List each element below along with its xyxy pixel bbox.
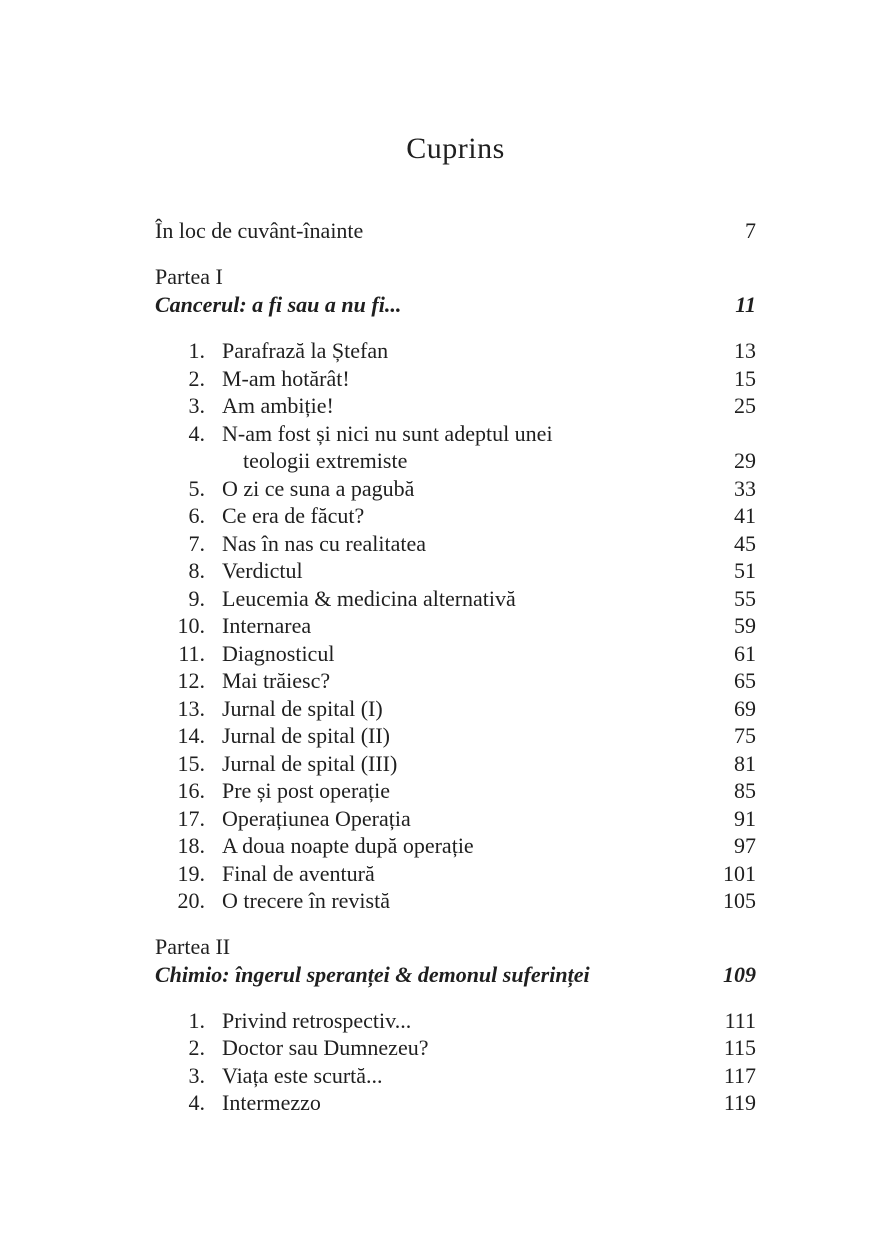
chapter-page-number: 117 bbox=[723, 1062, 756, 1088]
chapter-title: N-am fost și nici nu sunt adeptul unei teologii extremiste bbox=[222, 420, 553, 473]
chapter-page-number: 111 bbox=[724, 1007, 756, 1033]
chapter-page-number: 55 bbox=[734, 585, 756, 611]
chapter-title: Diagnosticul bbox=[222, 640, 335, 666]
chapter-title: O trecere în revistă bbox=[222, 888, 390, 913]
chapter-number: 13. bbox=[177, 695, 205, 721]
chapter-title: Final de aventură bbox=[222, 860, 375, 886]
chapter-number: 19. bbox=[177, 860, 205, 886]
chapter-page-number: 65 bbox=[734, 668, 756, 693]
chapter-number: 5. bbox=[188, 475, 205, 501]
chapter-entry bbox=[155, 1089, 756, 1117]
chapter-page-number: 97 bbox=[734, 833, 756, 858]
front-matter-title: În loc de cuvânt-înainte bbox=[155, 218, 364, 243]
chapter-number: 8. bbox=[188, 558, 205, 583]
chapter-number: 16. bbox=[177, 778, 205, 803]
chapter-number: 14. bbox=[177, 723, 205, 748]
chapter-page-number: 91 bbox=[734, 805, 756, 831]
chapter-entry bbox=[155, 337, 756, 365]
chapter-entry bbox=[155, 530, 756, 558]
chapter-number: 1. bbox=[188, 338, 205, 363]
chapter-title: Am ambiție! bbox=[222, 393, 334, 418]
front-matter-page-number: 7 bbox=[745, 218, 756, 243]
page-title: Cuprins bbox=[406, 132, 505, 165]
chapter-entry bbox=[155, 667, 756, 695]
chapter-number: 15. bbox=[177, 750, 205, 776]
chapter-page-number: 41 bbox=[734, 503, 756, 528]
chapter-title: Pre și post operație bbox=[222, 778, 391, 803]
chapter-page-number: 51 bbox=[734, 558, 756, 583]
part-subtitle: Cancerul: a fi sau a nu fi... bbox=[155, 292, 402, 317]
chapter-page-number: 101 bbox=[723, 860, 756, 886]
chapter-list bbox=[155, 1007, 756, 1117]
part-label: Partea II bbox=[155, 933, 231, 959]
part-page-number: 109 bbox=[723, 961, 756, 987]
chapter-entry bbox=[155, 365, 756, 393]
chapter-title: M-am hotărât! bbox=[222, 365, 350, 391]
chapter-title: Leucemia & medicina alternativă bbox=[222, 585, 516, 611]
chapter-page-number: 59 bbox=[734, 613, 756, 638]
chapter-title: Intermezzo bbox=[222, 1090, 321, 1115]
front-matter-entry bbox=[155, 217, 756, 245]
chapter-title: Nas în nas cu realitatea bbox=[222, 530, 427, 556]
chapter-number: 4. bbox=[188, 1090, 205, 1115]
chapter-page-number: 69 bbox=[734, 695, 756, 721]
chapter-entry bbox=[155, 805, 756, 833]
chapter-title: Parafrază la Ștefan bbox=[222, 338, 389, 363]
chapter-page-number: 115 bbox=[723, 1035, 756, 1060]
chapter-page-number: 15 bbox=[734, 365, 756, 391]
chapter-number: 12. bbox=[177, 668, 205, 693]
chapter-title: Ce era de făcut? bbox=[222, 503, 365, 528]
toc-part bbox=[155, 263, 756, 915]
chapter-number: 2. bbox=[188, 365, 205, 391]
chapter-title: A doua noapte după operație bbox=[222, 833, 474, 858]
chapter-entry bbox=[155, 1034, 756, 1062]
chapter-title: Jurnal de spital (III) bbox=[222, 750, 398, 776]
chapter-entry bbox=[155, 392, 756, 420]
chapter-entry bbox=[155, 612, 756, 640]
chapter-page-number: 45 bbox=[734, 530, 756, 556]
chapter-number: 11. bbox=[178, 640, 205, 666]
part-subtitle-row bbox=[155, 291, 756, 319]
chapter-title: Mai trăiesc? bbox=[222, 668, 331, 693]
chapter-number: 6. bbox=[188, 503, 205, 528]
chapter-number: 20. bbox=[177, 888, 205, 913]
chapter-entry bbox=[155, 695, 756, 723]
chapter-entry bbox=[155, 750, 756, 778]
chapter-page-number: 13 bbox=[734, 338, 756, 363]
chapter-title: Jurnal de spital (II) bbox=[222, 723, 390, 748]
chapter-page-number: 105 bbox=[723, 888, 756, 913]
chapter-number: 3. bbox=[188, 1062, 205, 1088]
part-subtitle: Chimio: îngerul speranței & demonul suferinței bbox=[155, 961, 590, 987]
chapter-entry bbox=[155, 475, 756, 503]
chapter-entry bbox=[155, 640, 756, 668]
chapter-title: Privind retrospectiv... bbox=[222, 1007, 412, 1033]
chapter-page-number: 33 bbox=[734, 475, 756, 501]
chapter-number: 18. bbox=[177, 833, 205, 858]
part-subtitle-row bbox=[155, 961, 756, 989]
part-label: Partea I bbox=[155, 264, 223, 289]
chapter-page-number: 119 bbox=[723, 1090, 756, 1115]
chapter-number: 4. bbox=[188, 420, 205, 446]
part-heading bbox=[155, 933, 756, 989]
part-page-number: 11 bbox=[735, 292, 756, 317]
chapter-title: Internarea bbox=[222, 613, 312, 638]
chapter-entry bbox=[155, 860, 756, 888]
chapter-number: 2. bbox=[188, 1035, 205, 1060]
chapter-entry bbox=[155, 887, 756, 915]
chapter-number: 3. bbox=[188, 393, 205, 418]
chapter-number: 1. bbox=[188, 1007, 205, 1033]
chapter-list bbox=[155, 337, 756, 915]
chapter-number: 9. bbox=[188, 585, 205, 611]
part-heading bbox=[155, 263, 756, 319]
chapter-number: 17. bbox=[177, 805, 205, 831]
chapter-entry bbox=[155, 585, 756, 613]
chapter-entry bbox=[155, 777, 756, 805]
chapter-entry bbox=[155, 1007, 756, 1035]
chapter-title: Doctor sau Dumnezeu? bbox=[222, 1035, 429, 1060]
chapter-title: O zi ce suna a pagubă bbox=[222, 475, 415, 501]
chapter-title: Operațiunea Operația bbox=[222, 805, 411, 831]
chapter-title: Viața este scurtă... bbox=[222, 1062, 383, 1088]
chapter-page-number: 85 bbox=[734, 778, 756, 803]
chapter-entry bbox=[155, 557, 756, 585]
chapter-entry bbox=[155, 722, 756, 750]
toc-parts bbox=[155, 263, 756, 1117]
chapter-page-number: 75 bbox=[734, 723, 756, 748]
chapter-entry bbox=[155, 832, 756, 860]
chapter-page-number: 81 bbox=[734, 750, 756, 776]
chapter-entry bbox=[155, 1062, 756, 1090]
chapter-number: 7. bbox=[188, 530, 205, 556]
chapter-page-number: 25 bbox=[734, 393, 756, 418]
toc-part bbox=[155, 933, 756, 1117]
chapter-page-number: 29 bbox=[734, 448, 756, 473]
chapter-title: Jurnal de spital (I) bbox=[222, 695, 383, 721]
chapter-entry bbox=[155, 502, 756, 530]
chapter-entry bbox=[155, 420, 756, 475]
chapter-title: Verdictul bbox=[222, 558, 303, 583]
chapter-number: 10. bbox=[177, 613, 205, 638]
chapter-page-number: 61 bbox=[734, 640, 756, 666]
